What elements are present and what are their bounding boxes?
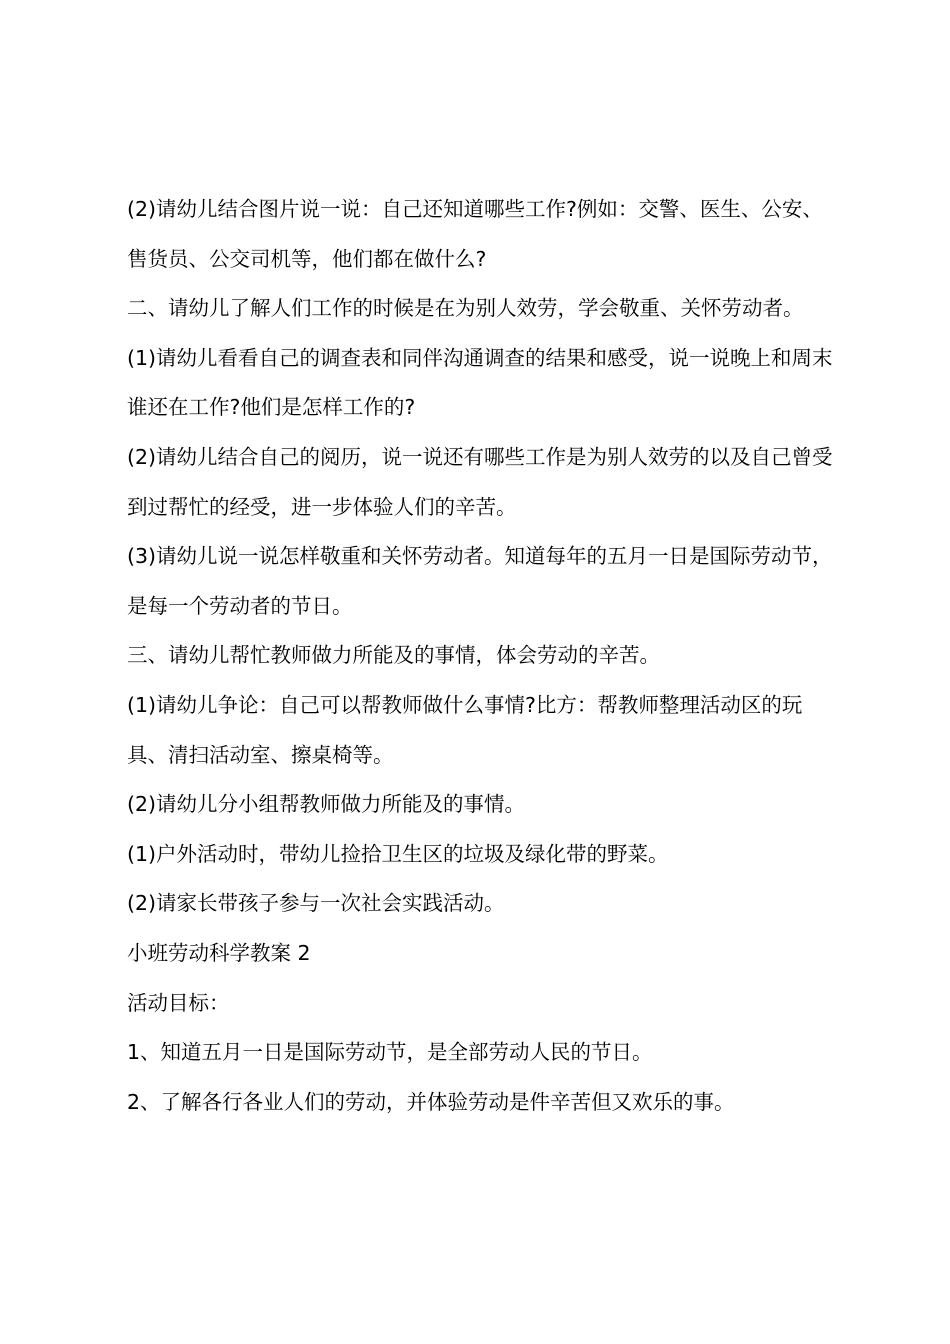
paragraph: (2)请幼儿结合自己的阅历，说一说还有哪些工作是为别人效劳的以及自己曾受到过帮忙的经受，进一步体验人们的辛苦。 <box>127 444 833 519</box>
paragraph: (1)户外活动时，带幼儿捡拾卫生区的垃圾及绿化带的野菜。 <box>127 841 669 866</box>
paragraph: 活动目标： <box>127 990 230 1015</box>
section-heading: 小班劳动科学教案 2 <box>127 940 311 965</box>
paragraph: 1、知道五月一日是国际劳动节，是全部劳动人民的节日。 <box>127 1040 653 1065</box>
paragraph: 二、请幼儿了解人们工作的时候是在为别人效劳，学会敬重、关怀劳动者。 <box>127 296 804 321</box>
paragraph: (1)请幼儿看看自己的调查表和同伴沟通调查的结果和感受，说一说晚上和周末谁还在工作?他们是怎样工作的? <box>127 345 833 420</box>
paragraph: (1)请幼儿争论：自己可以帮教师做什么事情?比方：帮教师整理活动区的玩具、清扫活动室、擦桌椅等。 <box>127 692 803 767</box>
paragraph: (2)请幼儿结合图片说一说：自己还知道哪些工作?例如：交警、医生、公安、售货员、公交司机等，他们都在做什么? <box>127 197 823 271</box>
paragraph: 三、请幼儿帮忙教师做力所能及的事情，体会劳动的辛苦。 <box>127 643 660 668</box>
paragraph: 2、了解各行各业人们的劳动，并体验劳动是件辛苦但又欢乐的事。 <box>127 1089 735 1114</box>
paragraph: (2)请幼儿分小组帮教师做力所能及的事情。 <box>127 792 526 817</box>
paragraph: (2)请家长带孩子参与一次社会实践活动。 <box>127 891 505 916</box>
document-body <box>127 185 833 1127</box>
paragraph: (3)请幼儿说一说怎样敬重和关怀劳动者。知道每年的五月一日是国际劳动节，是每一个劳动者的节日。 <box>127 544 833 618</box>
